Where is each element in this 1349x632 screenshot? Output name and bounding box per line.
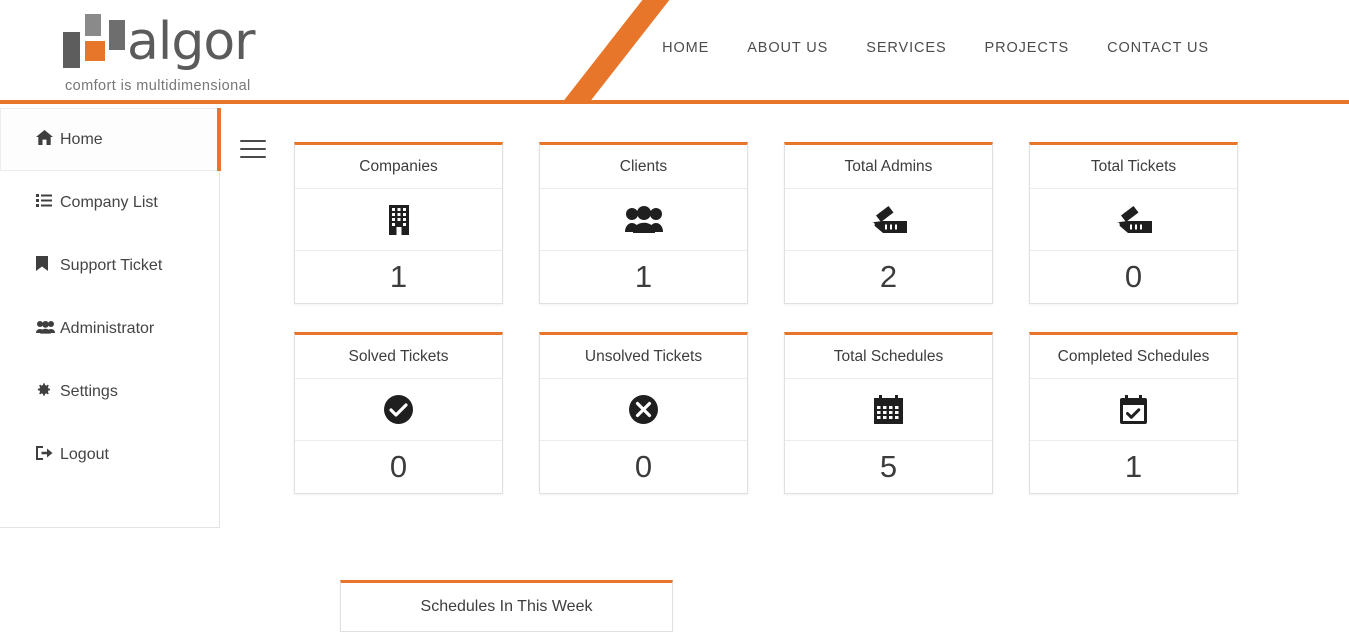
stat-card-completed-schedules-title: Completed Schedules <box>1030 335 1237 379</box>
schedules-this-week-title: Schedules In This Week <box>420 598 593 615</box>
sidebar-item-support-ticket[interactable] <box>0 234 219 297</box>
sidebar-item-company-list-label: Company List <box>60 193 158 211</box>
sidebar-item-administrator-label: Administrator <box>60 319 155 337</box>
top-navigation <box>662 40 1209 56</box>
sidebar-item-support-ticket-label: Support Ticket <box>60 256 163 274</box>
stat-card-solved-tickets-title: Solved Tickets <box>295 335 502 379</box>
stat-card-unsolved-tickets-value: 0 <box>634 449 653 484</box>
gear-icon <box>36 382 58 401</box>
hamburger-menu-icon[interactable] <box>240 140 266 158</box>
stat-card-completed-schedules[interactable] <box>1029 332 1238 494</box>
users-icon <box>36 320 58 338</box>
building-icon <box>295 189 502 251</box>
calendar-icon <box>785 379 992 441</box>
list-icon <box>36 194 58 211</box>
stat-card-total-tickets-value: 0 <box>1124 259 1143 294</box>
stat-card-total-tickets[interactable] <box>1029 142 1238 304</box>
sidebar <box>0 108 220 528</box>
topnav-item-projects[interactable]: PROJECTS <box>984 40 1070 56</box>
topnav-item-about-us[interactable]: ABOUT US <box>747 40 829 56</box>
stat-card-total-admins-title: Total Admins <box>785 145 992 189</box>
check-circle-icon <box>295 379 502 441</box>
sidebar-item-home[interactable] <box>0 108 219 171</box>
stat-card-clients-title: Clients <box>540 145 747 189</box>
tickets-icon <box>785 189 992 251</box>
sidebar-item-logout-label: Logout <box>60 445 109 463</box>
sidebar-item-company-list[interactable] <box>0 171 219 234</box>
stat-card-solved-tickets-value: 0 <box>389 449 408 484</box>
stat-card-total-schedules-title: Total Schedules <box>785 335 992 379</box>
stat-card-total-tickets-title: Total Tickets <box>1030 145 1237 189</box>
logo-square-2 <box>85 14 101 36</box>
logo-mark-icon <box>63 14 125 70</box>
brand-tagline: comfort is multidimensional <box>65 78 251 94</box>
sidebar-item-logout[interactable] <box>0 423 219 486</box>
hamburger-bar-2 <box>240 148 266 150</box>
brand-logo[interactable] <box>55 8 315 98</box>
schedules-this-week-panel <box>340 580 673 632</box>
main-content <box>220 108 1349 625</box>
bookmark-icon <box>36 256 58 275</box>
stat-card-unsolved-tickets-title: Unsolved Tickets <box>540 335 747 379</box>
calendar-check-icon <box>1030 379 1237 441</box>
users-icon <box>540 189 747 251</box>
stat-card-companies-title: Companies <box>295 145 502 189</box>
stat-card-clients-value: 1 <box>634 259 653 294</box>
sidebar-item-administrator[interactable] <box>0 297 219 360</box>
site-header <box>0 0 1349 104</box>
stat-card-companies[interactable] <box>294 142 503 304</box>
stat-card-total-admins[interactable] <box>784 142 993 304</box>
stat-card-companies-value: 1 <box>389 259 408 294</box>
hamburger-bar-3 <box>240 156 266 158</box>
logo-square-3 <box>85 41 105 61</box>
stat-card-grid <box>294 142 1294 494</box>
logout-icon <box>36 446 58 464</box>
stat-card-total-schedules-value: 5 <box>879 449 898 484</box>
stat-card-unsolved-tickets[interactable] <box>539 332 748 494</box>
topnav-item-home[interactable]: HOME <box>662 40 710 56</box>
sidebar-item-settings-label: Settings <box>60 382 118 400</box>
brand-name: algor <box>127 12 255 72</box>
sidebar-item-home-label: Home <box>60 130 103 148</box>
stat-card-completed-schedules-value: 1 <box>1124 449 1143 484</box>
stat-card-total-admins-value: 2 <box>879 259 898 294</box>
stat-card-total-schedules[interactable] <box>784 332 993 494</box>
topnav-item-services[interactable]: SERVICES <box>866 40 947 56</box>
times-circle-icon <box>540 379 747 441</box>
logo-square-1 <box>63 32 80 68</box>
stat-card-solved-tickets[interactable] <box>294 332 503 494</box>
stat-card-clients[interactable] <box>539 142 748 304</box>
sidebar-item-settings[interactable] <box>0 360 219 423</box>
logo-square-4 <box>109 20 125 50</box>
hamburger-bar-1 <box>240 140 266 142</box>
tickets-icon <box>1030 189 1237 251</box>
topnav-item-contact-us[interactable]: CONTACT US <box>1107 40 1209 56</box>
home-icon <box>36 130 58 149</box>
